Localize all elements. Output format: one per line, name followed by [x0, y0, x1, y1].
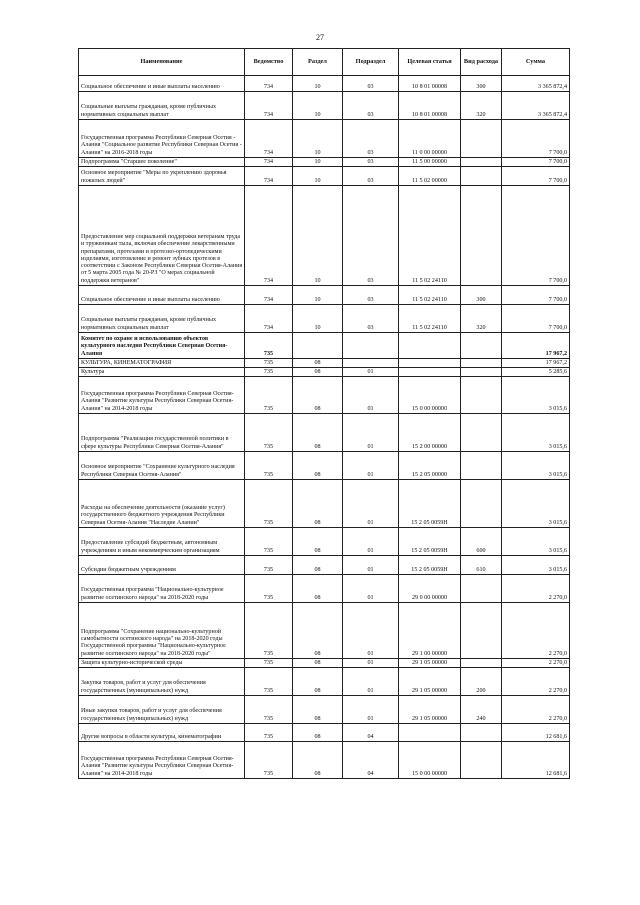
budget-table: [78, 48, 570, 779]
row-vid-rashoda: [461, 724, 502, 742]
header-summa: Сумма: [502, 49, 570, 76]
row-vedomstvo: 735: [245, 333, 293, 359]
row-summa: 3 015,6: [502, 377, 570, 414]
row-name: КУЛЬТУРА, КИНЕМАТОГРАФИЯ: [79, 359, 245, 368]
row-podrazdel: 01: [343, 556, 399, 575]
row-vid-rashoda: 300: [461, 286, 502, 305]
row-podrazdel: 01: [343, 480, 399, 528]
row-celevaya-statya: 11 5 02 24110: [399, 286, 461, 305]
row-vedomstvo: 735: [245, 575, 293, 603]
row-name: Социальное обеспечение и иные выплаты населению: [79, 76, 245, 92]
row-vedomstvo: 735: [245, 556, 293, 575]
row-celevaya-statya: 15 2 05 0059Н: [399, 528, 461, 556]
table-row: [79, 528, 570, 556]
row-celevaya-statya: [399, 359, 461, 368]
row-razdel: 10: [293, 76, 343, 92]
row-razdel: 08: [293, 368, 343, 377]
row-vid-rashoda: [461, 158, 502, 167]
row-summa: 7 700,0: [502, 167, 570, 186]
row-podrazdel: 03: [343, 186, 399, 286]
row-celevaya-statya: 15 2 05 0059Н: [399, 480, 461, 528]
table-row: [79, 359, 570, 368]
row-name: Социальное обеспечение и иные выплаты населению: [79, 286, 245, 305]
table-row: [79, 724, 570, 742]
row-summa: 3 015,6: [502, 452, 570, 480]
row-vedomstvo: 735: [245, 359, 293, 368]
row-summa: 7 700,0: [502, 158, 570, 167]
row-razdel: 08: [293, 724, 343, 742]
row-name: Иные закупки товаров, работ и услуг для обеспечения государственных (муниципальных) нужд: [79, 696, 245, 724]
row-vedomstvo: 735: [245, 668, 293, 696]
row-vid-rashoda: [461, 742, 502, 779]
row-summa: 7 700,0: [502, 186, 570, 286]
row-vid-rashoda: [461, 414, 502, 452]
row-celevaya-statya: [399, 333, 461, 359]
row-podrazdel: 03: [343, 76, 399, 92]
row-podrazdel: 03: [343, 286, 399, 305]
row-podrazdel: 01: [343, 452, 399, 480]
row-summa: 2 270,0: [502, 575, 570, 603]
row-podrazdel: 04: [343, 742, 399, 779]
row-vedomstvo: 735: [245, 377, 293, 414]
row-podrazdel: 01: [343, 414, 399, 452]
row-name: Социальные выплаты гражданам, кроме публичных нормативных социальных выплат: [79, 305, 245, 333]
row-podrazdel: 03: [343, 92, 399, 120]
row-vid-rashoda: 320: [461, 92, 502, 120]
row-razdel: 10: [293, 92, 343, 120]
table-row: [79, 305, 570, 333]
row-razdel: 08: [293, 659, 343, 668]
row-vedomstvo: 734: [245, 305, 293, 333]
row-vid-rashoda: [461, 368, 502, 377]
row-summa: 3 365 872,4: [502, 76, 570, 92]
row-vedomstvo: 734: [245, 167, 293, 186]
row-vid-rashoda: [461, 186, 502, 286]
row-summa: 7 700,0: [502, 286, 570, 305]
row-name: Государственная программа Республики Северная Осетия-Алания "Развитие культуры Республики Северная Осетия-Алания" на 2014-2018 годы: [79, 742, 245, 779]
row-summa: 12 681,6: [502, 724, 570, 742]
row-summa: 2 270,0: [502, 659, 570, 668]
row-name: Предоставление субсидий бюджетным, автономным учреждениям и иным некоммерческим организациям: [79, 528, 245, 556]
row-celevaya-statya: 11 0 00 00000: [399, 120, 461, 158]
row-summa: 3 015,6: [502, 528, 570, 556]
row-vid-rashoda: [461, 603, 502, 659]
row-razdel: 10: [293, 167, 343, 186]
row-celevaya-statya: 11 5 02 00000: [399, 167, 461, 186]
row-vid-rashoda: 320: [461, 305, 502, 333]
row-razdel: 08: [293, 452, 343, 480]
table-row: [79, 659, 570, 668]
header-name: Наименование: [79, 49, 245, 76]
row-razdel: 08: [293, 480, 343, 528]
row-vid-rashoda: 600: [461, 528, 502, 556]
row-vedomstvo: 734: [245, 186, 293, 286]
row-name: Другие вопросы в области культуры, кинематографии: [79, 724, 245, 742]
row-vedomstvo: 734: [245, 92, 293, 120]
row-celevaya-statya: 15 0 00 00000: [399, 742, 461, 779]
table-row: [79, 480, 570, 528]
row-summa: 3 015,6: [502, 556, 570, 575]
row-razdel: 10: [293, 305, 343, 333]
header-podrazdel: Подраздел: [343, 49, 399, 76]
row-summa: 3 015,6: [502, 480, 570, 528]
row-vid-rashoda: 240: [461, 696, 502, 724]
row-vid-rashoda: 300: [461, 76, 502, 92]
row-name: Защита культурно-исторической среды: [79, 659, 245, 668]
header-vid-rashoda: Вид расхода: [461, 49, 502, 76]
row-summa: 17 967,2: [502, 333, 570, 359]
row-name: Закупка товаров, работ и услуг для обеспечения государственных (муниципальных) нужд: [79, 668, 245, 696]
row-summa: 7 700,0: [502, 120, 570, 158]
row-celevaya-statya: 11 5 02 24110: [399, 186, 461, 286]
row-name: Комитет по охране и использованию объектов культурного наследия Республики Северная Осетия-Алания: [79, 333, 245, 359]
table-header-row: [79, 49, 570, 76]
row-vedomstvo: 735: [245, 452, 293, 480]
row-vid-rashoda: [461, 359, 502, 368]
row-celevaya-statya: 29 0 00 00000: [399, 575, 461, 603]
row-name: Социальные выплаты гражданам, кроме публичных нормативных социальных выплат: [79, 92, 245, 120]
row-razdel: 08: [293, 414, 343, 452]
row-vedomstvo: 735: [245, 696, 293, 724]
row-podrazdel: 03: [343, 158, 399, 167]
row-celevaya-statya: [399, 724, 461, 742]
table-row: [79, 575, 570, 603]
row-razdel: 10: [293, 286, 343, 305]
row-summa: 3 015,6: [502, 414, 570, 452]
row-name: Основное мероприятие "Меры по укреплению здоровья пожилых людей": [79, 167, 245, 186]
row-podrazdel: 03: [343, 305, 399, 333]
table-row: [79, 414, 570, 452]
row-razdel: 08: [293, 696, 343, 724]
row-name: Культура: [79, 368, 245, 377]
row-razdel: 08: [293, 603, 343, 659]
row-celevaya-statya: 10 8 01 00008: [399, 76, 461, 92]
row-vid-rashoda: 610: [461, 556, 502, 575]
row-summa: 7 700,0: [502, 305, 570, 333]
row-vedomstvo: 735: [245, 742, 293, 779]
row-vedomstvo: 735: [245, 603, 293, 659]
row-vid-rashoda: [461, 480, 502, 528]
row-name: Подпрограмма "Старшее поколение": [79, 158, 245, 167]
row-podrazdel: 01: [343, 696, 399, 724]
row-name: Государственная программа Республики Северная Осетия - Алания "Социальное развитие Республики Северная Осетия - Алания" на 2016-2018 годы: [79, 120, 245, 158]
row-vedomstvo: 734: [245, 120, 293, 158]
row-razdel: 08: [293, 377, 343, 414]
row-vedomstvo: 734: [245, 158, 293, 167]
row-razdel: [293, 333, 343, 359]
row-summa: 5 285,6: [502, 368, 570, 377]
table-row: [79, 452, 570, 480]
table-row: [79, 76, 570, 92]
row-razdel: 08: [293, 528, 343, 556]
table-row: [79, 120, 570, 158]
table-row: [79, 603, 570, 659]
row-vedomstvo: 735: [245, 724, 293, 742]
row-summa: 2 270,0: [502, 696, 570, 724]
row-podrazdel: 01: [343, 528, 399, 556]
row-razdel: 08: [293, 556, 343, 575]
row-celevaya-statya: 15 2 05 00000: [399, 452, 461, 480]
row-razdel: 10: [293, 120, 343, 158]
row-vedomstvo: 735: [245, 659, 293, 668]
row-name: Субсидии бюджетным учреждениям: [79, 556, 245, 575]
row-podrazdel: 01: [343, 659, 399, 668]
row-celevaya-statya: 15 0 00 00000: [399, 377, 461, 414]
row-vedomstvo: 735: [245, 528, 293, 556]
table-row: [79, 158, 570, 167]
row-celevaya-statya: 11 5 02 24110: [399, 305, 461, 333]
row-summa: 17 967,2: [502, 359, 570, 368]
row-celevaya-statya: 10 8 01 00008: [399, 92, 461, 120]
row-razdel: 08: [293, 742, 343, 779]
row-summa: 2 270,0: [502, 603, 570, 659]
row-vid-rashoda: [461, 333, 502, 359]
row-vid-rashoda: 200: [461, 668, 502, 696]
row-podrazdel: 03: [343, 120, 399, 158]
row-name: Основное мероприятие "Сохранение культурного наследия Республики Северная Осетия-Алания": [79, 452, 245, 480]
row-podrazdel: 04: [343, 724, 399, 742]
row-razdel: 08: [293, 668, 343, 696]
row-podrazdel: 01: [343, 603, 399, 659]
row-name: Предоставление мер социальной поддержки ветеранам труда и труженикам тыла, включая обеспечение лекарственными препаратами, протезами и протезно-ортопедическими изделиями, изготовление и ремонт зубных протезов в соответствии с Законом Республики Северная Осетия-Алания от 5 марта 2005 года № 20-РЗ "О мерах социальной поддержки ветеранов": [79, 186, 245, 286]
row-celevaya-statya: 29 1 00 00000: [399, 603, 461, 659]
row-vedomstvo: 735: [245, 480, 293, 528]
row-name: Подпрограмма "Сохранение национально-культурной самобытности осетинского народа" на 2018-2020 годы Государственной программы "Национально-культурное развитие осетинского народа" на 2018-2020 годы": [79, 603, 245, 659]
row-celevaya-statya: [399, 368, 461, 377]
table-row: [79, 377, 570, 414]
table-row: [79, 696, 570, 724]
table-row: [79, 668, 570, 696]
row-vid-rashoda: [461, 452, 502, 480]
table-row: [79, 368, 570, 377]
row-podrazdel: 03: [343, 167, 399, 186]
row-razdel: 08: [293, 359, 343, 368]
page-number: 27: [316, 33, 324, 42]
row-podrazdel: 01: [343, 377, 399, 414]
row-celevaya-statya: 11 5 00 00000: [399, 158, 461, 167]
row-name: Расходы на обеспечение деятельности (оказание услуг) государственного бюджетного учреждения Республики Северная Осетия-Алания "Наследие Алании": [79, 480, 245, 528]
row-podrazdel: 01: [343, 368, 399, 377]
row-razdel: 08: [293, 575, 343, 603]
table-row: [79, 286, 570, 305]
table-row: [79, 742, 570, 779]
row-summa: 2 270,0: [502, 668, 570, 696]
table-body: [79, 76, 570, 779]
table-row: [79, 333, 570, 359]
row-vedomstvo: 735: [245, 414, 293, 452]
row-vid-rashoda: [461, 167, 502, 186]
row-celevaya-statya: 29 1 05 00000: [399, 659, 461, 668]
row-podrazdel: [343, 333, 399, 359]
row-podrazdel: 01: [343, 575, 399, 603]
row-celevaya-statya: 15 2 00 00000: [399, 414, 461, 452]
table-row: [79, 92, 570, 120]
table-row: [79, 167, 570, 186]
row-razdel: 10: [293, 186, 343, 286]
row-vid-rashoda: [461, 120, 502, 158]
row-name: Государственная программа Республики Северная Осетия-Алания "Развитие культуры Республики Северная Осетия-Алания" на 2014-2018 годы: [79, 377, 245, 414]
row-summa: 3 365 872,4: [502, 92, 570, 120]
row-vid-rashoda: [461, 377, 502, 414]
row-celevaya-statya: 15 2 05 0059Н: [399, 556, 461, 575]
row-summa: 12 681,6: [502, 742, 570, 779]
header-razdel: Раздел: [293, 49, 343, 76]
row-vedomstvo: 735: [245, 368, 293, 377]
row-vedomstvo: 734: [245, 76, 293, 92]
row-podrazdel: [343, 359, 399, 368]
row-celevaya-statya: 29 1 05 00000: [399, 668, 461, 696]
table-row: [79, 556, 570, 575]
row-podrazdel: 01: [343, 668, 399, 696]
row-vid-rashoda: [461, 575, 502, 603]
header-celevaya-statya: Целевая статья: [399, 49, 461, 76]
table-row: [79, 186, 570, 286]
row-razdel: 10: [293, 158, 343, 167]
row-celevaya-statya: 29 1 05 00000: [399, 696, 461, 724]
row-name: Подпрограмма "Реализация государственной политики в сфере культуры Республики Северная Осетия-Алания": [79, 414, 245, 452]
row-vid-rashoda: [461, 659, 502, 668]
header-vedomstvo: Ведомство: [245, 49, 293, 76]
row-name: Государственная программа "Национально-культурное развитие осетинского народа" на 2018-2020 годы: [79, 575, 245, 603]
row-vedomstvo: 734: [245, 286, 293, 305]
